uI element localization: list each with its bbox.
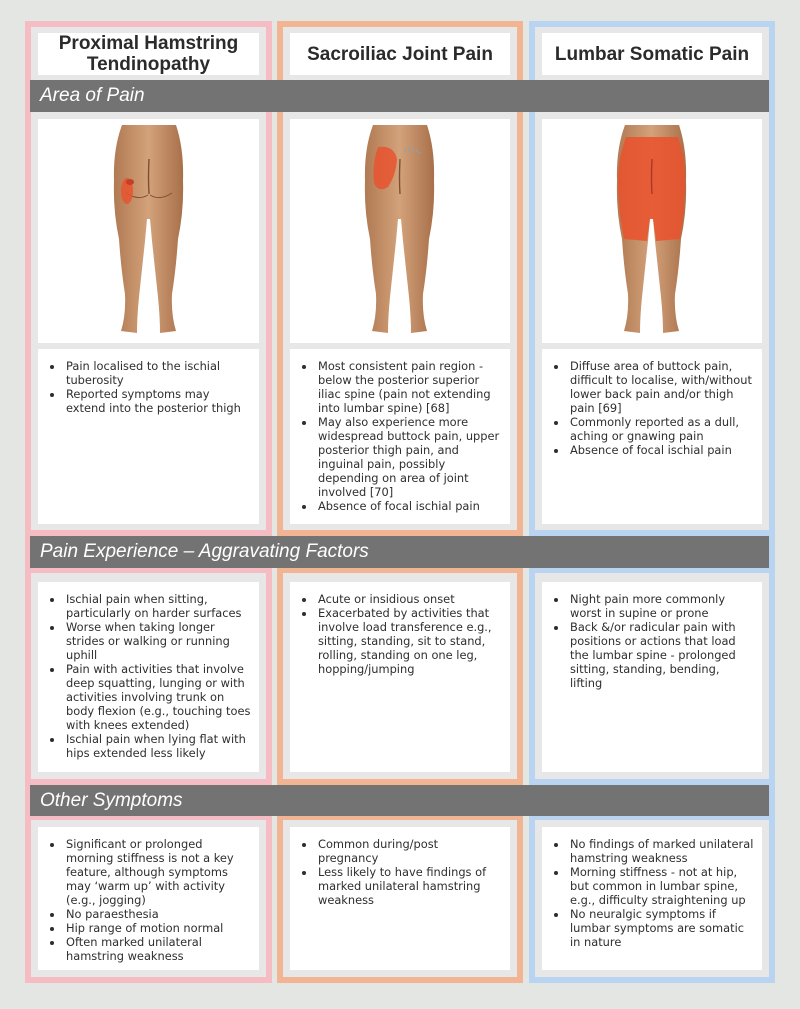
area-list-3 bbox=[542, 349, 762, 457]
aggravating-text-box-1 bbox=[38, 582, 259, 772]
area-list-2 bbox=[290, 349, 510, 513]
other-list-2 bbox=[290, 827, 510, 907]
list-item: • Night pain more commonly worst in supine or prone bbox=[568, 592, 754, 620]
legs-figure-lumbar bbox=[542, 119, 762, 343]
aggravating-list-1 bbox=[38, 582, 259, 760]
list-item: • Acute or insidious onset bbox=[316, 592, 502, 606]
list-item: • May also experience more widespread buttock pain, upper posterior thigh pain, and inguinal pain, possibly depending on area of joint involved [70] bbox=[316, 415, 502, 499]
list-item: • Significant or prolonged morning stiffness is not a key feature, although symptoms may ‘warm up’ with activity (e.g., jogging) bbox=[64, 837, 251, 907]
aggravating-list-3 bbox=[542, 582, 762, 690]
list-item: • Diffuse area of buttock pain, difficult to localise, with/without lower back pain and/or thigh pain [69] bbox=[568, 359, 754, 415]
area-text-box-3 bbox=[542, 349, 762, 524]
section-bar-area-of-pain: Area of Pain bbox=[30, 80, 769, 112]
body-shape bbox=[114, 125, 183, 333]
aggravating-list-2 bbox=[290, 582, 510, 676]
list-item: • Most consistent pain region - below the posterior superior iliac spine (pain not extending into lumbar spine) [68] bbox=[316, 359, 502, 415]
list-item: • Less likely to have findings of marked unilateral hamstring weakness bbox=[316, 865, 502, 907]
column-title-3: Lumbar Somatic Pain bbox=[542, 33, 762, 75]
list-item: • No neuralgic symptoms if lumbar symptoms are somatic in nature bbox=[568, 907, 754, 949]
section-bar-other-symptoms: Other Symptoms bbox=[30, 785, 769, 816]
area-list-1 bbox=[38, 349, 259, 415]
other-list-3 bbox=[542, 827, 762, 949]
list-item: • Pain localised to the ischial tuberosity bbox=[64, 359, 251, 387]
list-item: • Common during/post pregnancy bbox=[316, 837, 502, 865]
other-text-box-1 bbox=[38, 827, 259, 970]
list-item: • Back &/or radicular pain with positions or actions that load the lumbar spine - prolonged sitting, standing, bending, lifting bbox=[568, 620, 754, 690]
list-item: • Ischial pain when lying flat with hips extended less likely bbox=[64, 732, 251, 760]
list-item: • Hip range of motion normal bbox=[64, 921, 251, 935]
other-text-box-3 bbox=[542, 827, 762, 970]
list-item: • No paraesthesia bbox=[64, 907, 251, 921]
aggravating-text-box-2 bbox=[290, 582, 510, 772]
other-list-1 bbox=[38, 827, 259, 963]
other-text-box-2 bbox=[290, 827, 510, 970]
section-bar-aggravating: Pain Experience – Aggravating Factors bbox=[30, 536, 769, 568]
list-item: • Ischial pain when sitting, particularly on harder surfaces bbox=[64, 592, 251, 620]
aggravating-text-box-3 bbox=[542, 582, 762, 772]
legs-figure-hamstring bbox=[38, 119, 259, 343]
column-title-2: Sacroiliac Joint Pain bbox=[290, 33, 510, 75]
area-text-box-2 bbox=[290, 349, 510, 524]
list-item: • Often marked unilateral hamstring weakness bbox=[64, 935, 251, 963]
list-item: • Absence of focal ischial pain bbox=[568, 443, 754, 457]
column-title-1: Proximal Hamstring Tendinopathy bbox=[38, 33, 259, 75]
list-item: • Reported symptoms may extend into the posterior thigh bbox=[64, 387, 251, 415]
list-item: • Morning stiffness - not at hip, but common in lumbar spine, e.g., difficulty straightening up bbox=[568, 865, 754, 907]
area-text-box-1 bbox=[38, 349, 259, 524]
list-item: • Absence of focal ischial pain bbox=[316, 499, 502, 513]
list-item: • No findings of marked unilateral hamstring weakness bbox=[568, 837, 754, 865]
list-item: • Worse when taking longer strides or walking or running uphill bbox=[64, 620, 251, 662]
figure-box-3 bbox=[542, 119, 762, 343]
figure-box-1 bbox=[38, 119, 259, 343]
list-item: • Commonly reported as a dull, aching or gnawing pain bbox=[568, 415, 754, 443]
list-item: • Exacerbated by activities that involve load transference e.g., sitting, standing, sit to stand, rolling, standing on one leg, hopping/jumping bbox=[316, 606, 502, 676]
figure-box-2 bbox=[290, 119, 510, 343]
legs-figure-sacroiliac bbox=[290, 119, 510, 343]
list-item: • Pain with activities that involve deep squatting, lunging or with activities involving trunk on body flexion (e.g., touching toes with knees extended) bbox=[64, 662, 251, 732]
